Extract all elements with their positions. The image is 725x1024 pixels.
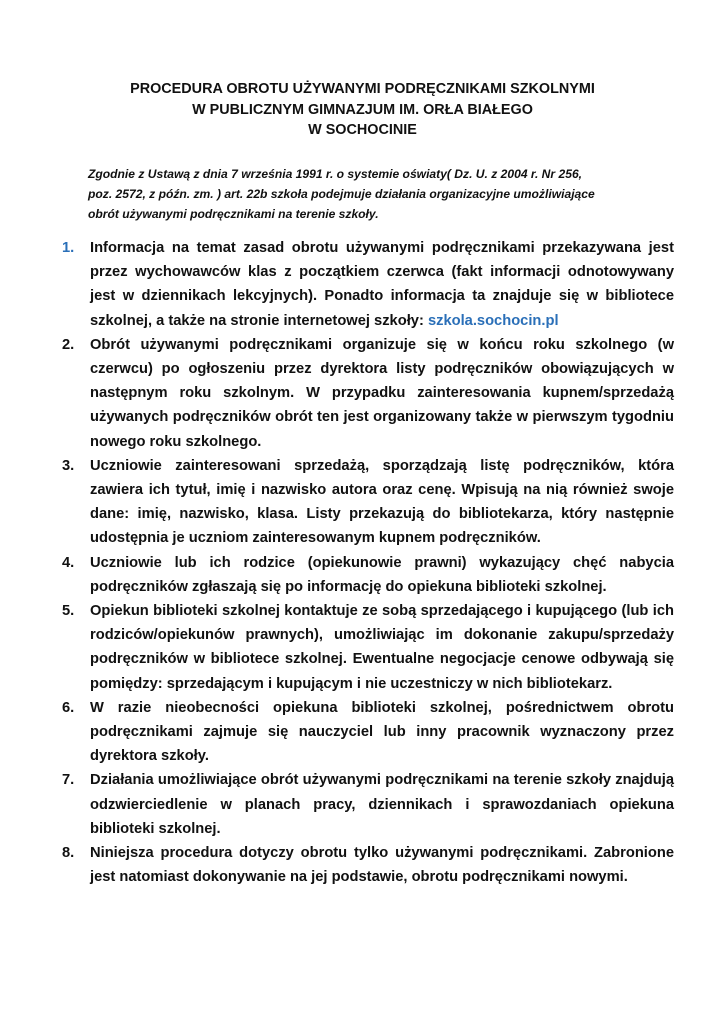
item-number: 6. [62,699,75,716]
item-number: 2. [62,336,75,353]
item-number: 3. [62,457,75,474]
item-text: Uczniowie lub ich rodzice (opiekunowie prawni) wykazujący chęć nabycia podręczników zgłaszają się po informację do opiekuna biblioteki szkolnej. [90,554,674,595]
procedure-item [62,454,674,551]
item-text: Informacja na temat zasad obrotu używanymi podręcznikami przekazywana jest przez wychowawców klas z początkiem czerwca (fakt informacji odnotowywany jest w dziennikach lekcyjnych). Ponadto informacja ta znajduje się w bibliotece szkolnej, a także na stronie internetowej szkoły: [90,240,674,329]
item-number: 8. [62,845,75,862]
item-number: 1. [62,240,75,256]
legal-basis-intro [88,164,668,224]
item-text: Obrót używanymi podręcznikami organizuje się w końcu roku szkolnego (w czerwcu) po ogłoszeniu przez dyrektora listy podręczników obowiązujących w następnym roku szkolnym. W przypadku zainteresowania kupnem/sprzedażą używanych podręczników obrót ten jest organizowany także w pierwszym tygodniu nowego roku szkolnego. [90,336,674,450]
item-text: Działania umożliwiające obrót używanymi podręcznikami na terenie szkoły znajdują odzwierciedlenie w planach pracy, dziennikach i sprawozdaniach opiekuna biblioteki szkolnej. [90,772,674,837]
item-number: 4. [62,554,75,571]
item-text: Niniejsza procedura dotyczy obrotu tylko używanymi podręcznikami. Zabronione jest natomiast dokonywanie na jej podstawie, obrotu podręcznikami nowymi. [90,845,674,886]
item-text: Opiekun biblioteki szkolnej kontaktuje ze sobą sprzedającego i kupującego (lub ich rodziców/opiekunów prawnych), umożliwiając im dokonanie zakupu/sprzedaży podręczników w bibliotece szkolnej. Ewentualne negocjacje cenowe odbywają się pomiędzy: sprzedającym i kupującym i nie uczestniczy w nich bibliotekarz. [90,603,674,692]
item-text: Uczniowie zainteresowani sprzedażą, sporządzają listę podręczników, która zawiera ich tytuł, imię i nazwisko autora oraz cenę. Wpisują na nią również swoje dane: imię, nazwisko, klasa. Listy przekazują do bibliotekarza, który następnie udostępnia je uczniom zainteresowanym kupnem podręczników. [90,457,674,547]
procedure-item [62,551,674,599]
procedure-item [62,333,674,454]
item-number: 5. [62,603,75,620]
procedure-item [62,696,674,769]
procedure-list [62,236,674,889]
intro-line: poz. 2572, z późn. zm. ) art. 22b szkoła podejmuje działania organizacyjne umożliwiające [88,187,595,201]
item-number: 7. [62,772,75,789]
procedure-item [62,236,674,333]
procedure-item [62,768,674,841]
procedure-item [62,841,674,889]
intro-line: Zgodnie z Ustawą z dnia 7 września 1991 r. o systemie oświaty( Dz. U. z 2004 r. Nr 256, [88,167,583,181]
title-line: W SOCHOCINIE [308,122,417,138]
school-website-link[interactable]: szkola.sochocin.pl [427,312,559,329]
title-line: PROCEDURA OBROTU UŻYWANYMI PODRĘCZNIKAMI SZKOLNYMI [130,81,595,97]
document-title [60,79,665,141]
procedure-item [62,599,674,696]
intro-line: obrót używanymi podręcznikami na terenie szkoły. [88,207,379,221]
title-line: W PUBLICZNYM GIMNAZJUM IM. ORŁA BIAŁEGO [192,101,533,118]
item-text: W razie nieobecności opiekuna biblioteki szkolnej, pośrednictwem obrotu podręcznikami zajmuje się nauczyciel lub inny pracownik wyznaczony przez dyrektora szkoły. [90,699,674,765]
